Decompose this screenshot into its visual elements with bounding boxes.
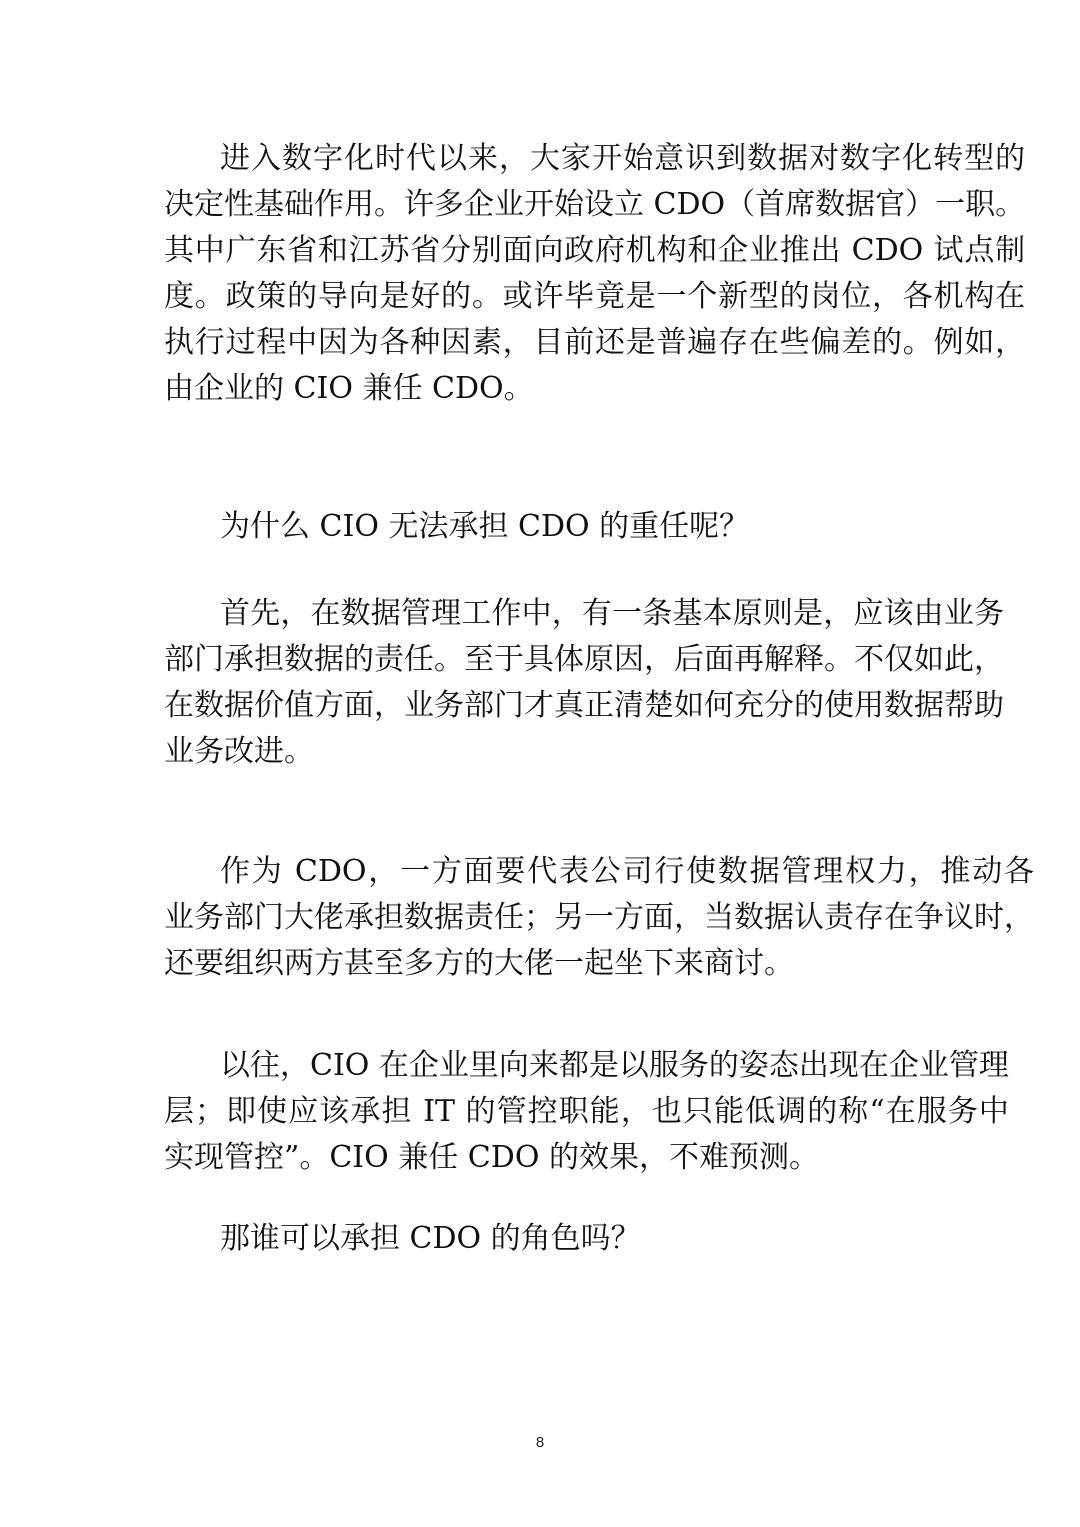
paragraph-4: [164, 849, 1034, 987]
text-line: 在数据价值方面，业务部门才真正清楚如何充分的使用数据帮助: [164, 688, 1004, 723]
page-number: 8: [535, 1434, 545, 1451]
paragraph-5: [164, 1043, 1009, 1181]
text-line: 以往，CIO 在企业里向来都是以服务的姿态出现在企业管理: [220, 1048, 1009, 1083]
paragraph-3: [164, 591, 1004, 775]
text-line: 层；即使应该承担 IT 的管控职能，也只能低调的称“在服务中: [164, 1094, 1009, 1129]
paragraph-1: [164, 136, 1025, 412]
text-line: 执行过程中因为各种因素，目前还是普遍存在些偏差的。例如，: [164, 325, 1026, 360]
text-line: 部门承担数据的责任。至于具体原因，后面再解释。不仅如此，: [164, 642, 1004, 677]
text-line: 为什么 CIO 无法承担 CDO 的重任呢？: [220, 509, 750, 544]
text-line: 由企业的 CIO 兼任 CDO。: [164, 371, 534, 406]
paragraph-6: [164, 1216, 641, 1262]
text-line: 决定性基础作用。许多企业开始设立 CDO（首席数据官）一职。: [164, 187, 1026, 222]
text-line: 作为 CDO，一方面要代表公司行使数据管理权力，推动各: [220, 854, 1034, 889]
text-line: 进入数字化时代以来，大家开始意识到数据对数字化转型的: [220, 141, 1026, 176]
text-line: 还要组织两方甚至多方的大佬一起坐下来商讨。: [164, 946, 794, 981]
text-line: 业务改进。: [164, 734, 314, 769]
text-line: 业务部门大佬承担数据责任；另一方面，当数据认责存在争议时，: [164, 900, 1034, 935]
text-line: 其中广东省和江苏省分别面向政府机构和企业推出 CDO 试点制: [164, 233, 1026, 268]
text-line: 度。政策的导向是好的。或许毕竟是一个新型的岗位，各机构在: [164, 279, 1026, 314]
text-line: 那谁可以承担 CDO 的角色吗？: [220, 1221, 641, 1256]
paragraph-2: [164, 504, 749, 550]
text-line: 首先，在数据管理工作中，有一条基本原则是，应该由业务: [220, 596, 1004, 631]
text-line: 实现管控”。CIO 兼任 CDO 的效果，不难预测。: [164, 1140, 819, 1175]
